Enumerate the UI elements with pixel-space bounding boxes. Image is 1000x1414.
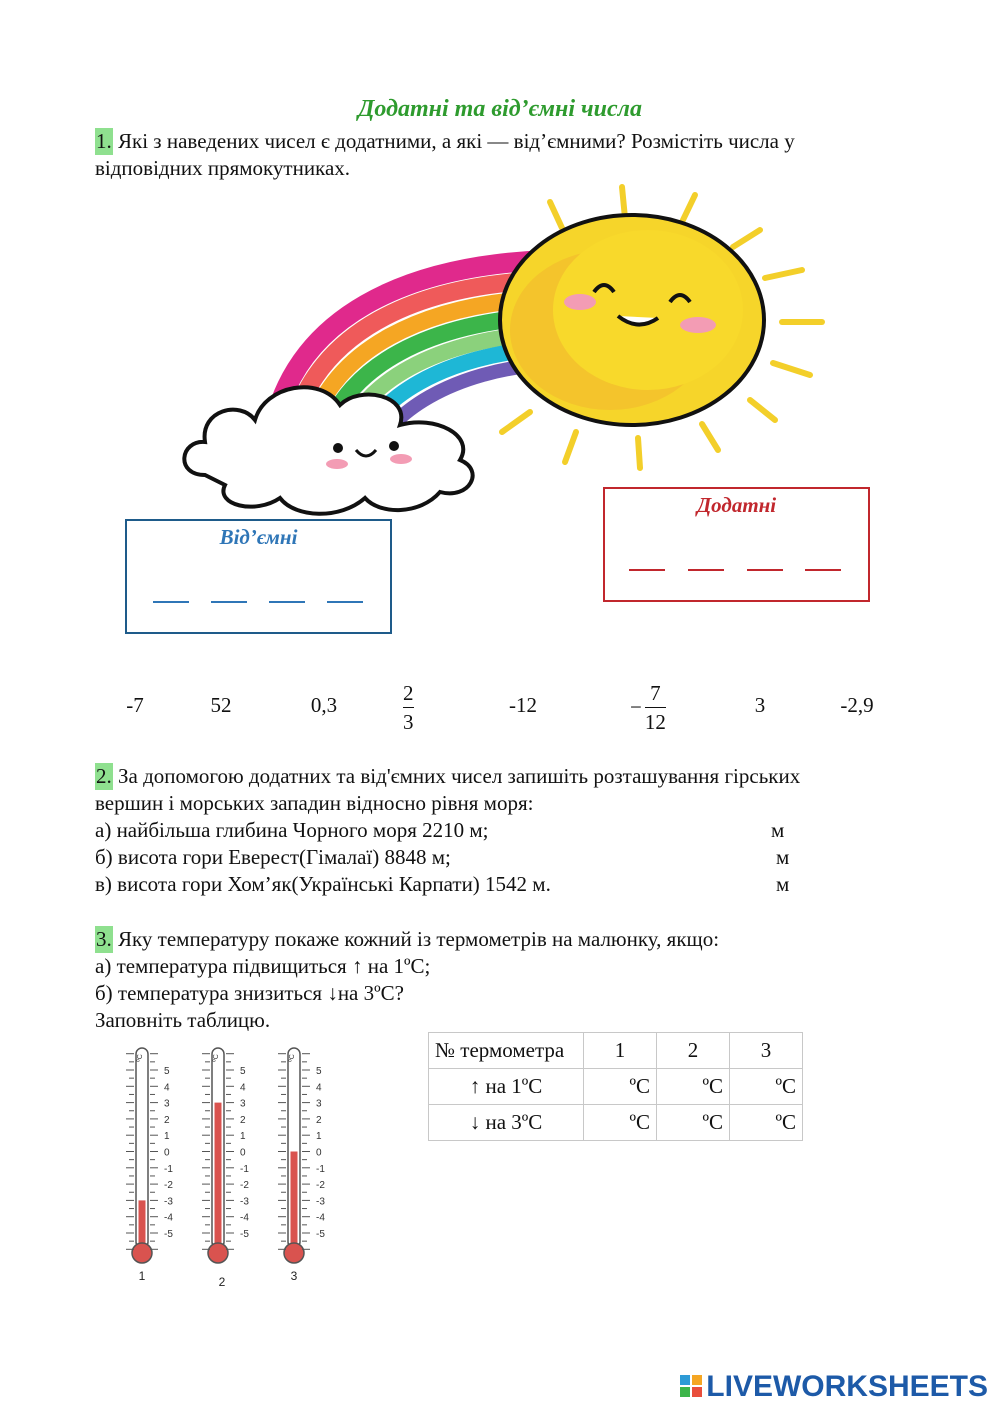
thermometer bbox=[202, 1048, 249, 1289]
scale-label: 0 bbox=[164, 1147, 170, 1159]
positive-answer-slot[interactable] bbox=[805, 569, 841, 571]
draggable-number[interactable]: 0,3 bbox=[310, 693, 338, 717]
task3-line4: Заповніть таблицю. bbox=[95, 1008, 271, 1032]
scale-label: -2 bbox=[164, 1180, 173, 1192]
positive-numbers-box bbox=[603, 487, 870, 602]
table-header-cell: № термометра bbox=[429, 1033, 584, 1069]
task3-number: 3. bbox=[96, 927, 112, 951]
positive-answer-slot[interactable] bbox=[688, 569, 724, 571]
scale-label: 4 bbox=[240, 1082, 246, 1094]
table-header-cell: 3 bbox=[730, 1033, 803, 1069]
scale-label: 0 bbox=[316, 1147, 322, 1159]
fraction-numerator: 2 bbox=[403, 681, 414, 705]
negative-box-title: Від’ємні bbox=[219, 525, 298, 549]
thermometer-number: 1 bbox=[138, 1269, 146, 1283]
negative-answer-slot[interactable] bbox=[327, 601, 363, 603]
task2-unit-c: м bbox=[776, 872, 790, 896]
table-header-cell: 2 bbox=[657, 1033, 730, 1069]
thermometer-unit: ºC bbox=[289, 1054, 296, 1062]
task2-unit-a: м bbox=[771, 818, 785, 842]
rainbow-sun-cloud-illustration bbox=[170, 180, 840, 520]
scale-label: 0 bbox=[240, 1147, 246, 1159]
scale-label: 3 bbox=[240, 1098, 246, 1110]
draggable-number[interactable]: -7 bbox=[126, 693, 144, 717]
draggable-number[interactable]: -2,9 bbox=[840, 693, 874, 717]
thermometer bbox=[278, 1048, 325, 1283]
thermometer-number: 2 bbox=[218, 1275, 226, 1289]
answer-cell[interactable]: ºС bbox=[657, 1069, 730, 1105]
table-row bbox=[429, 1105, 803, 1141]
negative-answer-slot[interactable] bbox=[153, 601, 189, 603]
scale-label: 2 bbox=[164, 1114, 170, 1126]
task2-line1 bbox=[95, 763, 800, 790]
thermometer-number: 3 bbox=[290, 1269, 298, 1283]
thermometer bbox=[126, 1048, 173, 1283]
fraction-numerator: 7 bbox=[650, 681, 661, 705]
task1-line1 bbox=[95, 128, 795, 155]
task3-line2: а) температура підвищиться ↑ на 1ºС; bbox=[95, 954, 431, 978]
positive-answer-slot[interactable] bbox=[629, 569, 665, 571]
scale-label: 2 bbox=[316, 1114, 322, 1126]
scale-label: 2 bbox=[240, 1114, 246, 1126]
task2-text: За допомогою додатних та від'ємних чисел запишіть розташування гірських bbox=[118, 764, 801, 788]
fraction-sign: − bbox=[630, 695, 642, 719]
draggable-number[interactable]: 3 bbox=[754, 693, 766, 717]
scale-label: 3 bbox=[316, 1098, 322, 1110]
scale-label: 4 bbox=[164, 1082, 170, 1094]
scale-label: -3 bbox=[316, 1196, 325, 1208]
thermometer-mercury bbox=[291, 1152, 298, 1249]
thermometer-unit: ºC bbox=[137, 1054, 144, 1062]
thermometer-bulb bbox=[208, 1243, 228, 1263]
scale-label: -1 bbox=[316, 1163, 325, 1175]
sun bbox=[500, 187, 822, 468]
task2-item-c: в) висота гори Хом’як(Українські Карпати) 1542 м. bbox=[95, 872, 551, 896]
thermometer-mercury bbox=[215, 1103, 222, 1248]
task2-line2: вершин і морських западин відносно рівня моря: bbox=[95, 791, 534, 815]
task3-text: Яку температуру покаже кожний із термометрів на малюнку, якщо: bbox=[118, 927, 720, 951]
draggable-number[interactable]: -12 bbox=[509, 693, 537, 717]
scale-label: -1 bbox=[240, 1163, 249, 1175]
scale-label: -5 bbox=[164, 1229, 173, 1240]
scale-label: -3 bbox=[240, 1196, 249, 1208]
task1-text: Які з наведених чисел є додатними, а які — від’ємними? Розмістіть числа у bbox=[118, 129, 795, 153]
thermometers-illustration bbox=[110, 1040, 350, 1290]
scale-label: -3 bbox=[164, 1196, 173, 1208]
scale-label: 5 bbox=[316, 1066, 322, 1077]
scale-label: -2 bbox=[240, 1180, 249, 1192]
table-row-label: ↑ на 1ºС bbox=[429, 1069, 584, 1105]
scale-label: -4 bbox=[164, 1212, 173, 1224]
thermometer-bulb bbox=[284, 1243, 304, 1263]
scale-label: -4 bbox=[240, 1212, 249, 1224]
logo-icon bbox=[680, 1371, 702, 1405]
task1-number: 1. bbox=[96, 129, 112, 153]
scale-label: -5 bbox=[240, 1229, 249, 1240]
page-title: Додатні та від’ємні числа bbox=[358, 96, 642, 122]
scale-label: 1 bbox=[240, 1131, 246, 1143]
cloud bbox=[184, 387, 472, 514]
draggable-fraction[interactable] bbox=[630, 681, 666, 734]
task3-line3: б) температура знизиться ↓на 3ºС? bbox=[95, 981, 404, 1005]
positive-box-title: Додатні bbox=[696, 493, 777, 517]
answer-cell[interactable]: ºС bbox=[730, 1105, 803, 1141]
task1-line2: відповідних прямокутниках. bbox=[95, 156, 351, 180]
answer-cell[interactable]: ºС bbox=[584, 1069, 657, 1105]
scale-label: 1 bbox=[316, 1131, 322, 1143]
scale-label: -1 bbox=[164, 1163, 173, 1175]
scale-label: 1 bbox=[164, 1131, 170, 1143]
task2-item-b: б) висота гори Еверест(Гімалаї) 8848 м; bbox=[95, 845, 451, 869]
negative-answer-slot[interactable] bbox=[211, 601, 247, 603]
task2-unit-b: м bbox=[776, 845, 790, 869]
scale-label: -5 bbox=[316, 1229, 325, 1240]
scale-label: 5 bbox=[240, 1066, 246, 1077]
fraction-denominator: 12 bbox=[644, 710, 666, 734]
thermometer-mercury bbox=[139, 1200, 146, 1248]
table-row-label: ↓ на 3ºС bbox=[429, 1105, 584, 1141]
answer-cell[interactable]: ºС bbox=[584, 1105, 657, 1141]
negative-answer-slot[interactable] bbox=[269, 601, 305, 603]
answer-cell[interactable]: ºС bbox=[730, 1069, 803, 1105]
positive-answer-slot[interactable] bbox=[747, 569, 783, 571]
table-header-row bbox=[429, 1033, 803, 1069]
table-header-cell: 1 bbox=[584, 1033, 657, 1069]
temperature-table bbox=[428, 1032, 803, 1141]
thermometer-unit: ºC bbox=[213, 1054, 220, 1062]
scale-label: -2 bbox=[316, 1180, 325, 1192]
task2-number: 2. bbox=[96, 764, 112, 788]
scale-label: 4 bbox=[316, 1082, 322, 1094]
scale-label: 3 bbox=[164, 1098, 170, 1110]
task3-line1 bbox=[95, 926, 719, 953]
table-row bbox=[429, 1069, 803, 1105]
draggable-fraction[interactable] bbox=[403, 681, 414, 734]
scale-label: 5 bbox=[164, 1066, 170, 1077]
answer-cell[interactable]: ºС bbox=[657, 1105, 730, 1141]
scale-label: -4 bbox=[316, 1212, 325, 1224]
logo-text: LIVEWORKSHEETS bbox=[706, 1370, 988, 1403]
thermometer-bulb bbox=[132, 1243, 152, 1263]
draggable-number[interactable]: 52 bbox=[210, 693, 232, 717]
fraction-denominator: 3 bbox=[403, 710, 414, 734]
task2-item-a: а) найбільша глибина Чорного моря 2210 м; bbox=[95, 818, 489, 842]
liveworksheets-logo bbox=[680, 1370, 988, 1405]
negative-numbers-box bbox=[125, 519, 392, 634]
